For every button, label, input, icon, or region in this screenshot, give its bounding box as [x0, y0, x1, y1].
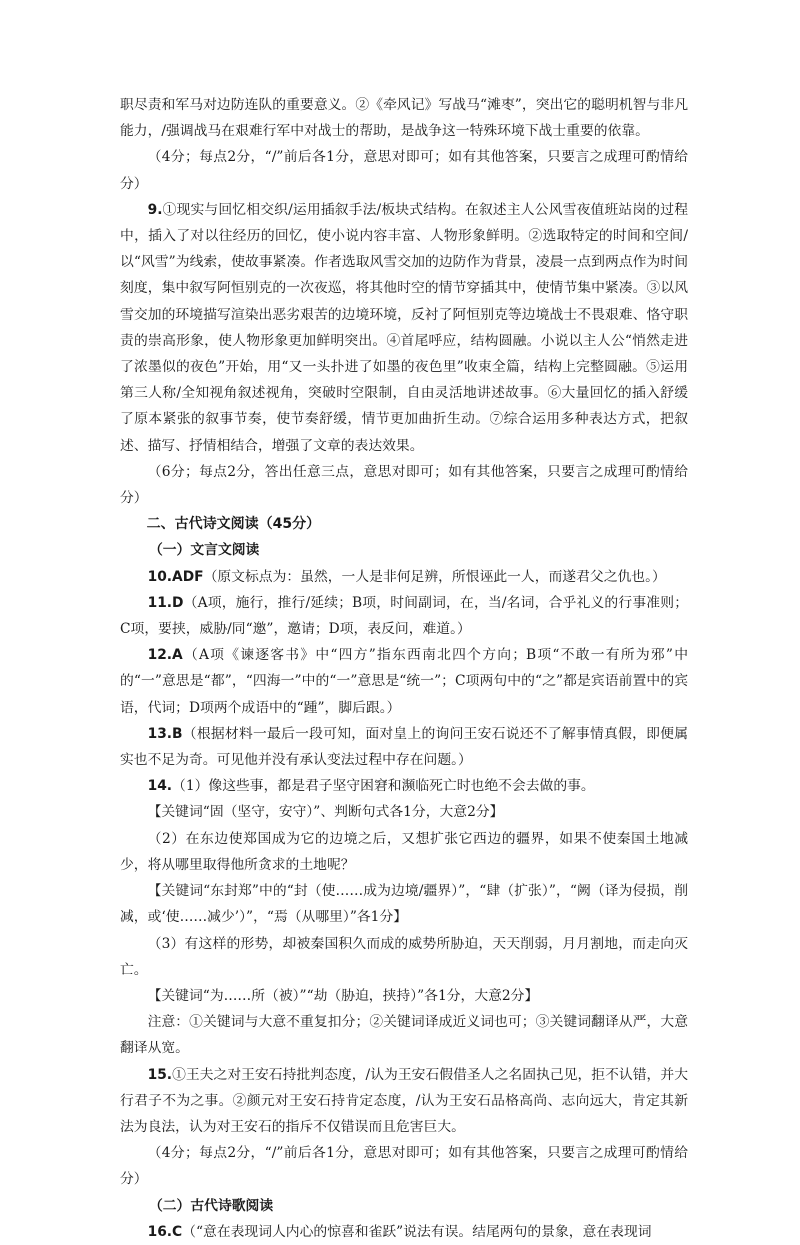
answer-continuation: [120, 92, 688, 144]
subsection-heading: （二）古代诗歌阅读: [148, 1197, 274, 1214]
keyword-note: 【关键词“东封郑”中的“封（使……成为边境/疆界）”，“肆（扩张）”，“阙（译为侵损，削减，或‘使……减少’）”，“焉（从哪里）”各1分】: [120, 883, 688, 926]
answer-text: ①现实与回忆相交织/运用插叙手法/板块式结构。在叙述主人公风雪夜值班站岗的过程中，插入了对以往经历的回忆，使小说内容丰富、人物形象鲜明。②选取特定的时间和空间/以“风雪”为线索，使故事紧凑。作者选取风雪交加的边防作为背景，凌晨一点到两点作为时间刻度，集中叙写阿恒别克的一次夜巡，将其他时空的情节穿插其中，使情节集中紧凑。③以风雪交加的环境描写渲染出恶劣艰苦的边境环境，反衬了阿恒别克等边境战士不畏艰难、恪守职责的崇高形象，使人物形象更加鲜明突出。④首尾呼应，结构圆融。小说以主人公“悄然走进了浓墨似的夜色”开始，用“又一头扑进了如墨的夜色里”收束全篇，结构上完整圆融。⑤运用第三人称/全知视角叙述视角，突破时空限制，自由灵活地讲述故事。⑥大量回忆的插入舒缓了原本紧张的叙事节奏，使节奏舒缓，情节更加曲折生动。⑦综合运用多种表达方式，把叙述、描写、抒情相结合，增强了文章的表达效果。: [120, 201, 688, 454]
translation-3: （3）有这样的形势，却被秦国积久而成的威势所胁迫，天天削弱，月月割地，而走向灭亡。: [120, 935, 688, 978]
score-text: （6分；每点2分，答出任意三点，意思对即可；如有其他答案，只要言之成理可酌情给分）: [120, 463, 688, 507]
grading-note: 注意：①关键词与大意不重复扣分；②关键词译成近义词也可；③关键词翻译从严，大意翻译从宽。: [120, 1014, 688, 1057]
question-number: 11.D: [147, 594, 184, 611]
translation-2: （2）在东边使郑国成为它的边境之后，又想扩张它西边的疆界，如果不使秦国土地减少，将从哪里取得他所贪求的土地呢？: [120, 830, 688, 873]
question-number: 13.B: [147, 725, 183, 742]
question-16-answer: [120, 1219, 688, 1245]
keyword-note: 【关键词“固（坚守，安守）”、判断句式各1分，大意2分】: [147, 804, 504, 821]
answer-text: ①王夫之对王安石持批判态度，/认为王安石假借圣人之名固执己见，拒不认错，并大行君子不为之事。②颜元对王安石持肯定态度，/认为王安石品格高尚、志向远大，肯定其新法为良法，认为对王安石的指斥不仅错误而且危害巨大。: [120, 1066, 688, 1135]
question-number: 9.: [147, 201, 163, 218]
answer-text: （A项，施行，推行/延续；B项，时间副词，在，当/名词，合乎礼义的行事准则；C项，要挟，威胁/同“邀”，邀请；D项，表反问，难道。）: [120, 594, 688, 638]
question-11-answer: [120, 590, 688, 642]
question-13-answer: [120, 721, 688, 773]
question-15-answer: [120, 1062, 688, 1141]
answer-text: （1）像这些事，都是君子坚守困窘和濒临死亡时也绝不会去做的事。: [172, 778, 595, 795]
answer-text: （“意在表现词人内心的惊喜和雀跃”说法有误。结尾两句的景象，意在表现词: [182, 1223, 652, 1240]
answer-text: （根据材料一最后一段可知，面对皇上的询问王安石说还不了解事情真假，即便属实也不足为奇。可见他并没有承认变法过程中存在问题。）: [120, 725, 688, 769]
score-text: （4分；每点2分，“/”前后各1分，意思对即可；如有其他答案，只要言之成理可酌情给分）: [120, 1145, 688, 1188]
question-number: 16.C: [147, 1223, 183, 1240]
score-note: [120, 459, 688, 511]
keyword-note: 【关键词“为……所（被）”“劫（胁迫，挟持）”各1分，大意2分】: [147, 987, 539, 1004]
question-number: 14.: [147, 778, 173, 795]
question-number: 12.A: [147, 647, 183, 664]
answer-text: 职尽责和军马对边防连队的重要意义。②《牵风记》写战马“滩枣”，突出它的聪明机智与非凡能力，/强调战马在艰难行军中对战士的帮助，是战争这一特殊环境下战士重要的依靠。: [120, 97, 688, 140]
answer-text: （A项《谏逐客书》中“四方”指东西南北四个方向；B项“不敢一有所为邪”中的“一”意思是“都”，“四海一”中的“一”意思是“统一”；C项两句中的“之”都是宾语前置中的宾语，代词；D项两个成语中的“踵”，脚后跟。）: [120, 647, 688, 716]
score-note: [120, 144, 688, 196]
question-10-answer: [120, 564, 688, 590]
answer-text: （原文标点为：虽然，一人是非何足辨，所恨诬此一人，而遂君父之仇也。）: [203, 568, 666, 585]
score-text: （4分；每点2分，“/”前后各1分，意思对即可；如有其他答案，只要言之成理可酌情给分）: [120, 149, 688, 192]
score-note: [120, 1140, 688, 1192]
question-number: 15.: [147, 1066, 173, 1083]
question-number: 10.ADF: [147, 568, 204, 585]
question-14-answer: [120, 773, 688, 799]
section-heading: 二、古代诗文阅读（45分）: [146, 516, 321, 533]
question-12-answer: [120, 642, 688, 721]
subsection-heading: （一）文言文阅读: [148, 542, 260, 559]
question-9-answer: [120, 197, 688, 459]
